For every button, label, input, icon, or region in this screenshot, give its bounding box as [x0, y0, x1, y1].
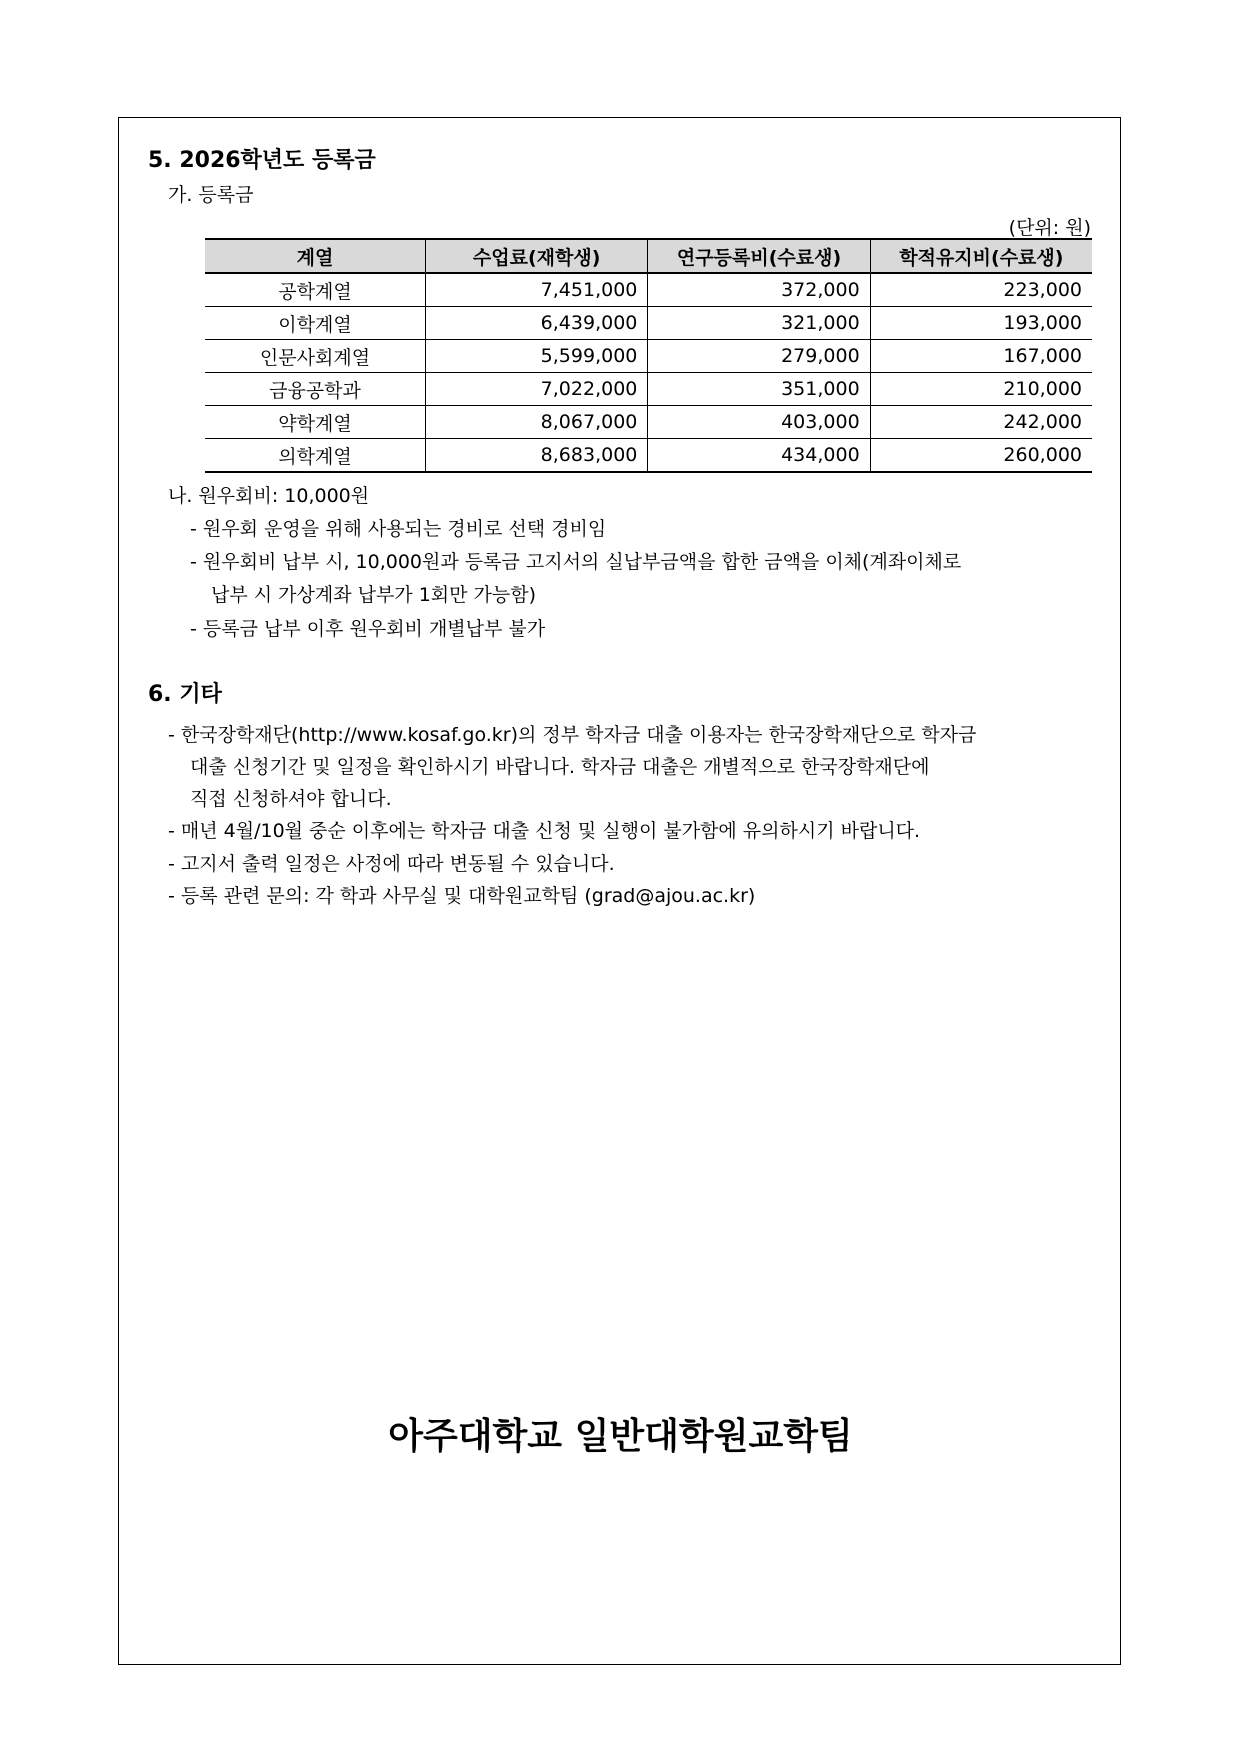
- table-cell: 의학계열: [205, 439, 425, 473]
- table-cell: 7,451,000: [425, 273, 647, 307]
- table-cell: 6,439,000: [425, 307, 647, 340]
- table-cell: 372,000: [648, 273, 870, 307]
- table-cell: 210,000: [870, 373, 1092, 406]
- subsection-a-title: 가. 등록금: [168, 184, 254, 206]
- table-row: [205, 373, 1092, 406]
- bullet-item: - 원우회 운영을 위해 사용되는 경비로 선택 경비임: [190, 518, 607, 540]
- bullet-item: - 매년 4월/10월 중순 이후에는 학자금 대출 신청 및 실행이 불가함에 유의하시기 바랍니다.: [168, 820, 921, 842]
- table-row: [205, 340, 1092, 373]
- table-cell: 403,000: [648, 406, 870, 439]
- table-cell: 279,000: [648, 340, 870, 373]
- table-cell: 7,022,000: [425, 373, 647, 406]
- table-cell: 223,000: [870, 273, 1092, 307]
- tuition-table: [205, 238, 1092, 473]
- table-row: [205, 273, 1092, 307]
- table-cell: 351,000: [648, 373, 870, 406]
- table-cell: 약학계열: [205, 406, 425, 439]
- column-header: 수업료(재학생): [425, 239, 647, 273]
- table-cell: 공학계열: [205, 273, 425, 307]
- section-5-title: 5. 2026학년도 등록금: [148, 148, 376, 173]
- table-cell: 8,683,000: [425, 439, 647, 473]
- subsection-b-title: 나. 원우회비: 10,000원: [168, 485, 370, 507]
- table-header-row: [205, 239, 1092, 273]
- table-cell: 321,000: [648, 307, 870, 340]
- table-cell: 434,000: [648, 439, 870, 473]
- table-row: [205, 406, 1092, 439]
- section-6-title: 6. 기타: [148, 682, 222, 707]
- bullet-item: - 원우회비 납부 시, 10,000원과 등록금 고지서의 실납부금액을 합한 금액을 이체(계좌이체로: [190, 551, 962, 573]
- table-row: [205, 439, 1092, 473]
- bullet-continuation: 납부 시 가상계좌 납부가 1회만 가능함): [211, 584, 537, 606]
- table-cell: 금융공학과: [205, 373, 425, 406]
- column-header: 연구등록비(수료생): [648, 239, 870, 273]
- column-header: 계열: [205, 239, 425, 273]
- table-cell: 167,000: [870, 340, 1092, 373]
- bullet-continuation: 대출 신청기간 및 일정을 확인하시기 바랍니다. 학자금 대출은 개별적으로 한국장학재단에: [190, 756, 930, 778]
- table-cell: 242,000: [870, 406, 1092, 439]
- table-row: [205, 307, 1092, 340]
- column-header: 학적유지비(수료생): [870, 239, 1092, 273]
- table-cell: 이학계열: [205, 307, 425, 340]
- unit-label: (단위: 원): [1008, 217, 1091, 239]
- bullet-item: - 고지서 출력 일정은 사정에 따라 변동될 수 있습니다.: [168, 853, 615, 875]
- table-cell: 260,000: [870, 439, 1092, 473]
- bullet-continuation: 직접 신청하셔야 합니다.: [190, 788, 392, 810]
- bullet-item: - 등록 관련 문의: 각 학과 사무실 및 대학원교학팀 (grad@ajou.ac.kr): [168, 885, 756, 907]
- footer-signature: 아주대학교 일반대학원교학팀: [388, 1416, 853, 1457]
- table-cell: 5,599,000: [425, 340, 647, 373]
- bullet-item: - 등록금 납부 이후 원우회비 개별납부 불가: [190, 618, 546, 640]
- table-cell: 인문사회계열: [205, 340, 425, 373]
- table-cell: 193,000: [870, 307, 1092, 340]
- bullet-item: - 한국장학재단(http://www.kosaf.go.kr)의 정부 학자금 대출 이용자는 한국장학재단으로 학자금: [168, 724, 977, 746]
- table-cell: 8,067,000: [425, 406, 647, 439]
